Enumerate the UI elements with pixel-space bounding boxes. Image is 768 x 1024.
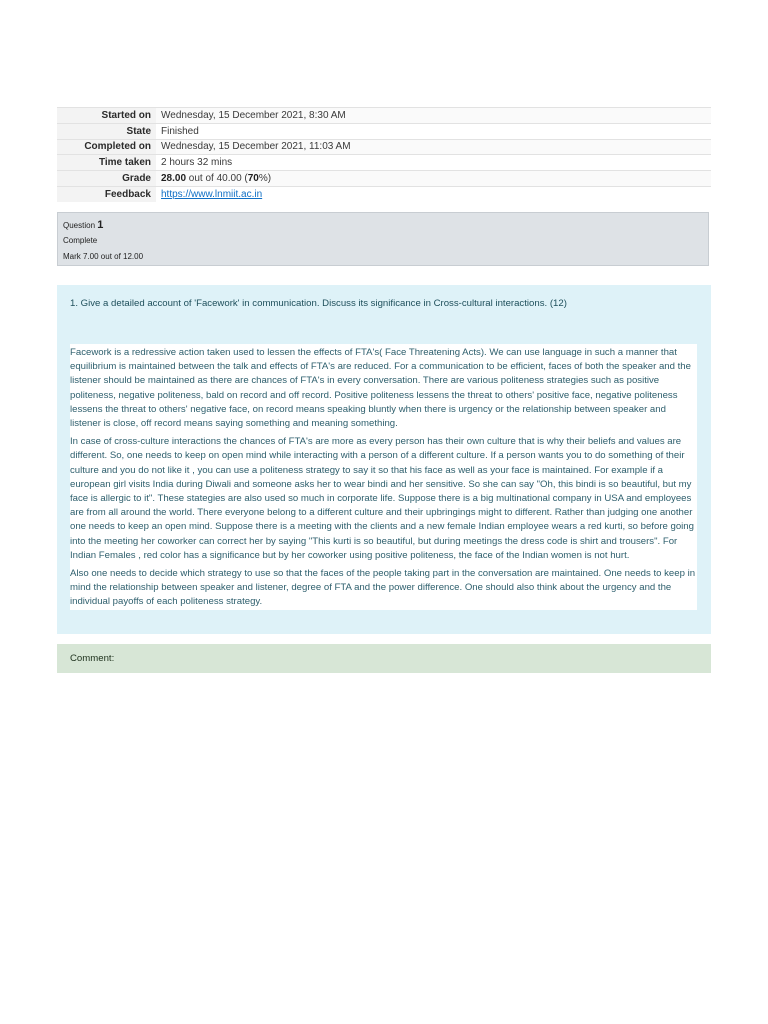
state-value: Finished bbox=[156, 123, 711, 139]
answer-paragraph: Also one needs to decide which strategy to use so that the faces of the people taking part in the conversation are maintained. One needs to keep in mind the relationship between speaker and listener, degree of FTA and the power difference. One should also think about the urgency and the individual payoffs of each politeness strategy. bbox=[70, 568, 696, 608]
grade-score: 28.00 bbox=[161, 173, 187, 185]
feedback-link[interactable]: https://www.lnmiit.ac.in bbox=[161, 189, 263, 201]
attempt-summary-table bbox=[57, 107, 711, 202]
grade-label: Grade bbox=[57, 171, 156, 187]
state-label: State bbox=[57, 123, 156, 139]
answer-paragraph: In case of cross-culture interactions the chances of FTA's are more as every person has their own culture that is why their beliefs and values are different. So, one needs to keep on open mind while interacting with a person of a different culture. If a person wants you to do something of their culture and you do not like it , you can use a politeness strategy to say it so that his face as well as your face is maintained. For example if a european girl visits India during Diwali and someone asks her to wear bindi and her sensitive. So she can say "Oh, this bindi is so beautiful, but my face is allergic to it". These stategies are also used so much in corporate life. Suppose there is a big multinational company in USA and employees are from all around the world. There everyone belong to a different culture and their upbringings might to different. Rather than judging one another one needs to keep an open mind. Suppose there is a meeting with the clients and a new female Indian employee wears a red kurti, so before going into the meeting her coworker can correct her by saying "This kurti is so beautiful, but during meetings the dress code is shirt and trousers". For Indian Females , red color has a significance but by her coworker using positive politeness, the face of the Indian women is not hurt. bbox=[70, 436, 694, 561]
summary-row-completed bbox=[57, 139, 711, 155]
comment-box bbox=[57, 644, 711, 673]
time-taken-label: Time taken bbox=[57, 155, 156, 171]
started-label: Started on bbox=[57, 108, 156, 124]
grade-out-of: out of 40.00 ( bbox=[186, 173, 248, 185]
feedback-value bbox=[156, 186, 711, 202]
question-mark: Mark 7.00 out of 12.00 bbox=[63, 252, 144, 261]
question-number bbox=[63, 217, 703, 233]
started-value: Wednesday, 15 December 2021, 8:30 AM bbox=[156, 108, 711, 124]
summary-row-time bbox=[57, 155, 711, 171]
answer-text bbox=[70, 344, 697, 610]
feedback-label: Feedback bbox=[57, 186, 156, 202]
summary-row-feedback bbox=[57, 186, 711, 202]
completed-label: Completed on bbox=[57, 139, 156, 155]
question-text: 1. Give a detailed account of 'Facework' in communication. Discuss its significance in Cross-cultural interactions. (12) bbox=[70, 298, 567, 309]
summary-row-state bbox=[57, 123, 711, 139]
answer-paragraph: Facework is a redressive action taken used to lessen the effects of FTA's( Face Threatening Acts). We can use language in such a manner that equilibrium is maintained between the talk and effects of FTA's are reduced. For a communication to be efficient, faces of both the speaker and the listener should be maintained as there are chances of FTA's in every conversation. There are various politeness strategies such as positive politeness, negative politeness, bald on record and off record. Positive politeness lessens the threat to others' positive face, negative politeness lessens the threat to others' negative face, on record means speaking bluntly when there is urgency or the relationship between speaker and listener is close, off record means saying something and meaning something. bbox=[70, 347, 691, 430]
summary-row-started bbox=[57, 108, 711, 124]
question-prefix: Question bbox=[63, 221, 98, 230]
completed-value: Wednesday, 15 December 2021, 11:03 AM bbox=[156, 139, 711, 155]
question-status: Complete bbox=[63, 236, 98, 245]
question-formulation bbox=[57, 285, 711, 634]
time-taken-value: 2 hours 32 mins bbox=[156, 155, 711, 171]
grade-percent-sign: %) bbox=[258, 173, 272, 185]
grade-value bbox=[156, 171, 711, 187]
comment-label: Comment: bbox=[70, 653, 115, 664]
summary-row-grade bbox=[57, 171, 711, 187]
question-number-value: 1 bbox=[97, 219, 104, 231]
question-info-box bbox=[57, 212, 709, 266]
grade-percent: 70 bbox=[247, 173, 259, 185]
